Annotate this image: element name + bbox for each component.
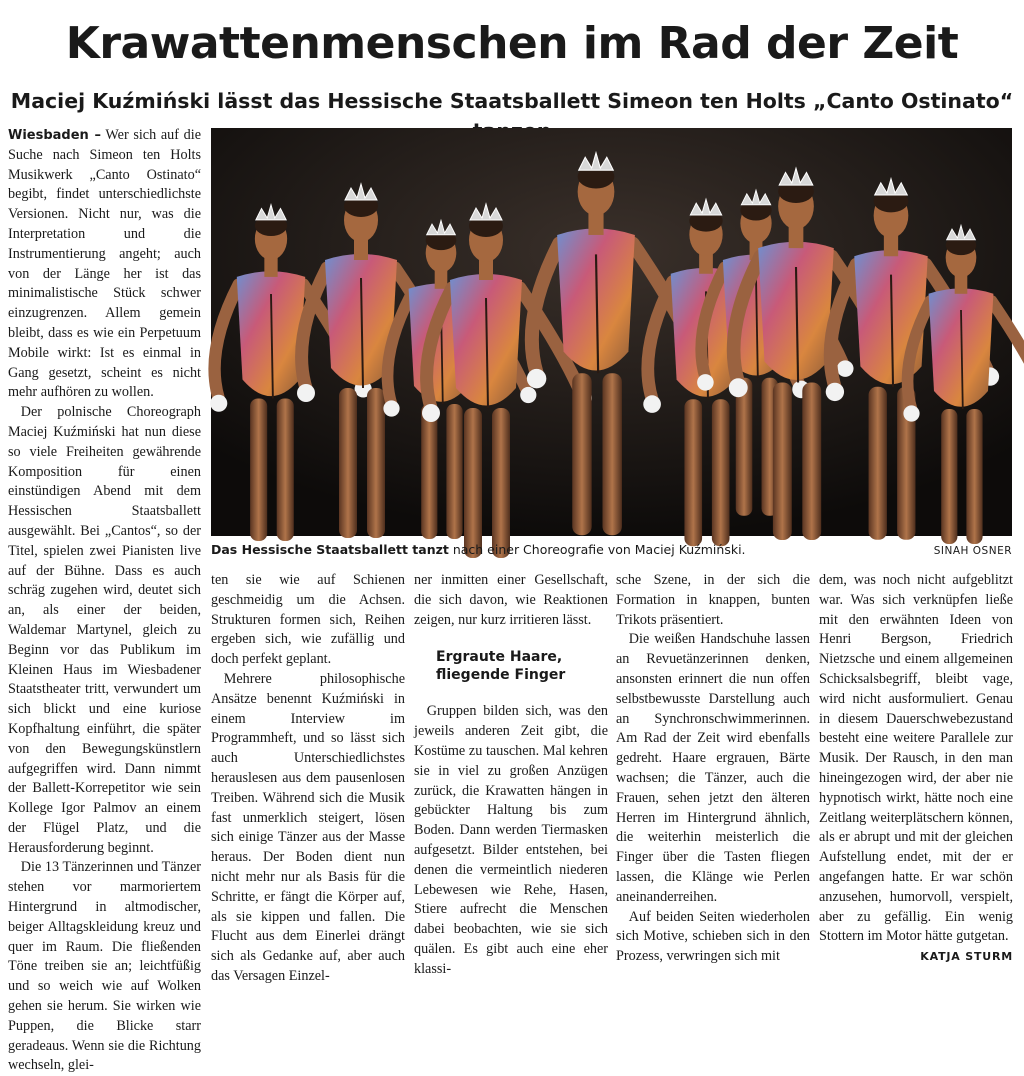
article-paragraph	[819, 571, 1013, 964]
headline: Krawattenmenschen im Rad der Zeit	[65, 18, 959, 69]
photo-credit: SINAH OSNER	[933, 545, 1012, 557]
article-paragraph	[8, 126, 201, 403]
article-paragraph: ner inmitten einer Gesellschaft, die sich davon, wie Reaktionen zeigen, nur kurz irritieren lässt.	[414, 572, 608, 628]
article-column-2	[211, 571, 405, 984]
photo-caption	[211, 540, 1012, 560]
dateline: Wiesbaden –	[8, 128, 101, 143]
article-column-4	[616, 571, 810, 965]
article-column-3	[414, 571, 608, 977]
article-paragraph: Die 13 Tänzerinnen und Tänzer stehen vor marmoriertem Hintergrund in altmodischer, beiger Alltagskleidung kreuz und quer im Raum. Die fließenden Töne treiben sie an; leichtfüßig und so weich wie auf Wolken gehen sie herum. Sie wirken wie Puppen, die Blicke starr geradeaus. Wenn sie die Richtung wechseln, glei-	[8, 859, 201, 1074]
article-column-5	[819, 571, 1013, 964]
paragraph-text: dem, was noch nicht aufgeblitzt war. Was sich verknüpfen ließe mit den erwähnten Ideen von Henri Bergson, Friedrich Nietzsche und einem allgemeinen Schicksalsbegriff, bleibt vage, wird nicht ausformuliert. Genau in diesem Dauerschwebezustand besteht eine weitere Parallele zur Musik. Der Rausch, in den man hineingezogen wird, der aber nie hypnotisch wirkt, hätte noch eine Zeitlang weiterplätschern können, als er abrupt und mit der gleichen Aufstellung endet, mit der er angefangen hatte. Er war schön anzusehen, humorvoll, verspielt, aber zu gefällig. Ein wenig Stottern im Motor hätte gutgetan.	[819, 572, 1013, 945]
dancers-illustration	[211, 128, 1012, 536]
article-paragraph: ten sie wie auf Schienen geschmeidig um die Achsen. Strukturen formen sich, Reihen ergeben sich, wie zufällig und doch perfekt geplant.	[211, 572, 405, 668]
section-subheading: Ergraute Haare, fliegende Finger	[436, 649, 566, 684]
article-paragraph: Auf beiden Seiten wiederholen sich Motive, schieben sich in den Prozess, verwringen sich mit	[616, 908, 810, 965]
caption-text: nach einer Choreografie von Maciej Kuźmiński.	[448, 542, 746, 557]
ballet-photo	[211, 128, 1012, 536]
article-paragraph: Die weißen Handschuhe lassen an Revuetänzerinnen denken, ansonsten erinnert die nun offen selbstbewusste Darstellung auch an Synchronschwimmerinnen. Am Rad der Zeit wird ebenfalls gedreht. Haare ergrauen, Bärte wachsen; die Tänzer, auch die Frauen, sehen jetzt den älteren Herren im Hintergrund ähnlich, die weiterhin meisterlich die Finger über die Tasten fliegen lassen, die Klänge wie Perlen aneinanderreihen.	[616, 631, 810, 905]
article-paragraph: Gruppen bilden sich, was den jeweils anderen Zeit gibt, die Kostüme zu tauschen. Mal kehren sie in viel zu großen Anzügen zurück, die Krawatten hängen in gebückter Haltung bis zum Boden. Dann werden Tiermasken aufgesetzt. Bilder entstehen, bei denen die vermeintlich niederen Lebewesen wie Rehe, Hasen, Stiere aufrecht die Menschen dabei beobachten, wie sie sich quälen. Es gibt auch eine eher klassi-	[414, 703, 608, 977]
caption-lead: Das Hessische Staatsballett tanzt	[211, 542, 449, 557]
paragraph-text: Wer sich auf die Suche nach Simeon ten Holts Musikwerk „Canto Ostinato“ begibt, findet unterschiedlichste Versionen. Nicht nur, was die Interpretation und die Instrumentierung angeht; auch von der Länge her ist das minimalistische Stück schwer einzugrenzen. Allem gemein bleibt, dass es wie ein Perpetuum Mobile wirkt: Ist es einmal in Gang gesetzt, scheint es nicht mehr aufhören zu wollen.	[8, 127, 201, 401]
subheadline: Maciej Kuźmiński lässt das Hessische Staatsballett Simeon ten Holts „Canto Ostinato“	[10, 89, 1014, 113]
article-paragraph: sche Szene, in der sich die Formation in knappen, bunten Trikots präsentiert.	[616, 572, 810, 628]
article-paragraph: Der polnische Choreograph Maciej Kuźmiński hat nun diese so viele Freiheiten gewährende Komposition für einen einstündigen Abend mit dem Hessischen Staatsballett ausgewählt. Bei „Cantos“, so der Titel, spielen zwei Pianisten live auf der Bühne. Dass es auch schräg zugehen wird, deutet sich an, als einer der beiden, Waldemar Martynel, gleich zu Beginn vor das Publikum im Kleinen Haus im Wiesbadener Staatstheater tritt, verwundert um sich blickt und eine kuriose Kopfhaltung einführt, die später von den Bewegungskünstlern aufgegriffen wird. Dann nimmt der Ballett-Korrepetitor wie sein Kollege Igor Palmov an einem der Flügel Platz, und die Herausforderung beginnt.	[8, 404, 201, 856]
article-column-1	[8, 126, 201, 1074]
author-byline: KATJA STURM	[920, 950, 1013, 964]
article-paragraph: Mehrere philosophische Ansätze benennt Kuźmiński in einem Interview im Programmheft, und so lässt sich auch Unterschiedlichstes herauslesen aus dem pausenlosen Treiben. Während sich die Musik fast unmerklich steigert, lösen sich einige Tänzer aus der Masse heraus. Der Boden dient nun nicht mehr nur als Basis für die Schritte, er fängt die Körper auf, als sie kippen und fallen. Die Flucht aus dem Einerlei drängt sich als Gedanke auf, aber auch das Versagen Einzel-	[211, 670, 405, 984]
